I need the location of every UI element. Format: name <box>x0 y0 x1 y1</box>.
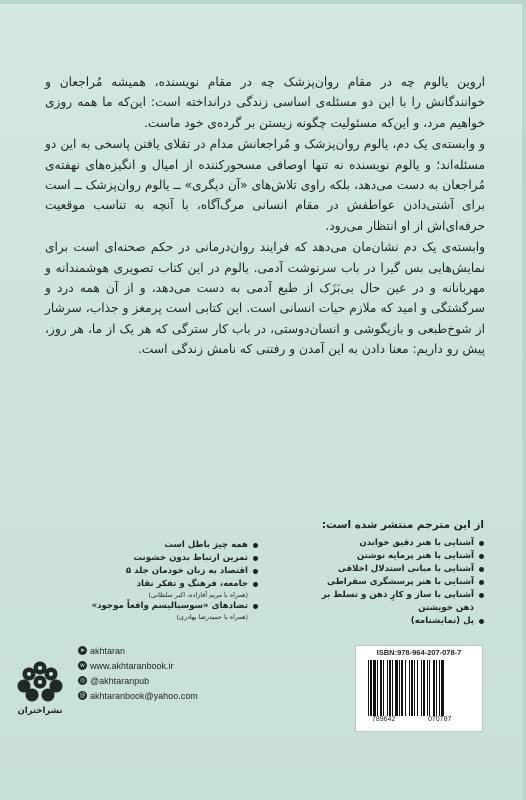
contact-text: @akhtaranpub <box>90 675 150 686</box>
publisher-logo-text: نشراختران <box>17 706 63 716</box>
book-item <box>316 576 484 589</box>
blurb-text <box>45 72 485 360</box>
barcode-digits-left: 789642 <box>372 716 396 723</box>
isbn-label: ISBN:978-964-207-078-7 <box>376 648 462 657</box>
book-item <box>316 550 484 563</box>
barcode <box>355 645 483 732</box>
contact-email <box>78 688 278 703</box>
book-title: اقتصاد به زبان خودمان جلد ۵ <box>125 566 248 576</box>
right-edge <box>522 0 526 800</box>
other-books-heading: از این مترجم منتشر شده است: <box>321 519 484 531</box>
instagram-icon: ◎ <box>79 677 86 684</box>
book-title: پل (نمایشنامه) <box>410 616 474 626</box>
contact-text: www.akhtaranbook.ir <box>90 660 174 671</box>
book-title: تضادهای «سوسیالیسم واقعاً موجود» <box>91 601 248 611</box>
books-list-left <box>68 539 258 622</box>
book-item <box>68 578 258 600</box>
publisher-contacts <box>78 643 278 703</box>
contact-website <box>78 658 278 673</box>
book-item <box>68 539 258 552</box>
barcode-bars <box>368 660 470 716</box>
book-title: همه چیز باطل است <box>164 540 248 550</box>
email-icon: @ <box>79 692 86 699</box>
telegram-icon: ➤ <box>79 647 86 654</box>
book-title: تمرین ارتباط بدون خشونت <box>133 553 248 563</box>
top-edge <box>0 0 526 4</box>
book-title: آشنایی با ساز و کارِ ذهن و تسلط بر ذهن خویشتن <box>321 590 474 613</box>
blurb-paragraph-1: اروین یالوم چه در مقام روان‌پزشک چه در مقام نویسنده، همیشه مُراجعان و خوانندگانش را با این دو مسئله‌ی اساسی زندگی درانداخته است: این‌که ما همه روزی خواهیم مرد، و این‌که مسئولیت چگونه زیستن بر گرده‌ی خود ماست. <box>45 75 485 130</box>
book-title: آشنایی با هنر پرمایه نوشتن <box>356 551 474 561</box>
book-title: آشنایی با هنر دقیق خواندن <box>359 538 474 548</box>
book-coauthors: (همراه با حمیدرضا بهادری) <box>176 613 248 621</box>
book-item <box>306 589 484 615</box>
book-item <box>68 565 258 578</box>
contact-text: akhtaranbook@yahoo.com <box>90 690 198 701</box>
book-item <box>68 600 258 622</box>
book-coauthors: (همراه با مریم آقازاده، اکبر سلطانی) <box>148 591 248 599</box>
contact-text: akhtaran <box>90 645 126 656</box>
barcode-digits-right: 070787 <box>428 716 452 723</box>
contact-instagram <box>78 673 278 688</box>
blurb-paragraph-2: و وابسته‌ی یک دم، یالوم روان‌پزشک و مُراجعانش مدام در تقلای یافتن پاسخی به این دو مسئله‌اند؛ و یالوم نویسنده نه تنها اوصافی مسحورکننده از امیال و انگیزه‌های نهفته‌ی مُراجعان به دست می‌دهد، بلکه راوی تلاش‌های «آن دیگری» ــ یالوم روان‌پزشک ــ است برای آشتی‌دادن عواطفش در مقام انسانی مرگ‌آگاه، با آنچه به تناسب موقعیت حرفه‌ای‌اش از او انتظار می‌رود. <box>45 137 485 233</box>
book-item <box>68 552 258 565</box>
book-item <box>316 615 484 628</box>
books-list-right <box>316 537 484 628</box>
book-item <box>316 563 484 576</box>
contact-telegram <box>78 643 278 658</box>
book-title: آشنایی با هنر پرسشگری سقراطی <box>327 577 474 587</box>
blurb-paragraph-3: وابسته‌ی یک دم نشان‌مان می‌دهد که فرایند روان‌درمانی در حکم صحنه‌ای است برای نمایش‌هایی بس گیرا در باب سرنوشت آدمی. یالوم در این کتاب تصویری هوشمندانه و مهربانانه و در عین حال بی‌بَزَک از طبع آدمی به دست می‌دهد، و از آن همه درد و سرگشتگی و امید که ملازم حیات انسانی است. این کتابی است پرمغز و جذاب، سرشار از شوخ‌طبعی و بازیگوشی و انسان‌دوستی، در باب کار سترگی که هر یک از ما، هر روز، پیش رو داریم: معنا دادن به این آمدن و رفتنی که نامش زندگی است. <box>45 240 485 357</box>
book-title: آشنایی با مبانی استدلال اخلاقی <box>337 564 474 574</box>
web-icon: w <box>78 661 87 670</box>
book-title: جامعه، فرهنگ و تفکر نقاد <box>136 579 248 589</box>
book-item <box>316 537 484 550</box>
